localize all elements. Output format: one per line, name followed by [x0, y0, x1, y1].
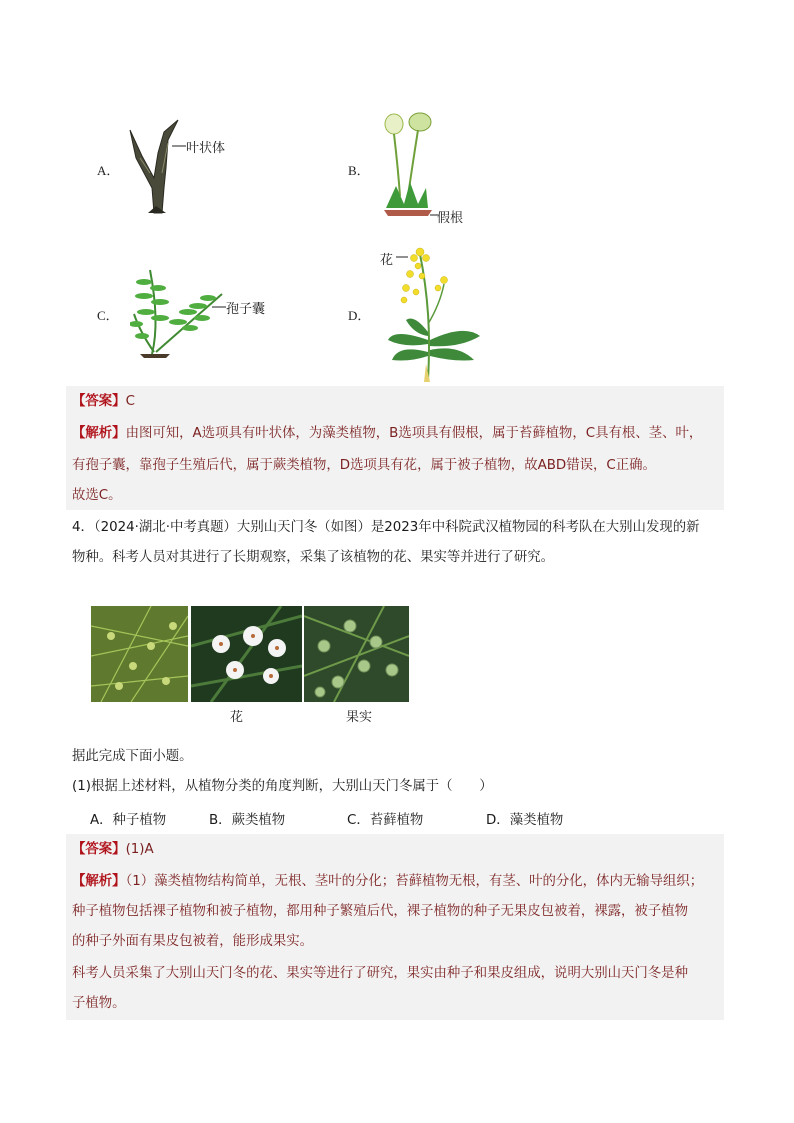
photo-label-fruit: 果实: [346, 710, 373, 725]
plant-photo-overview: [91, 606, 188, 702]
option-letter-b: B．: [348, 163, 370, 178]
q4-analysis-line-4: 科考人员采集了大别山天门冬的花、果实等进行了研究，果实由种子和果皮组成，说明大别山天门冬是种: [72, 966, 688, 981]
q4-subquestion-1: (1)根据上述材料，从植物分类的角度判断，大别山天门冬属于（ ）: [72, 779, 493, 794]
label-thallus: 叶状体: [186, 141, 226, 156]
q3-analysis-text-1: 由图可知，A选项具有叶状体，为藻类植物，B选项具有假根，属于苔藓植物，C具有根、茎、叶，: [125, 426, 703, 441]
q3-answer-line: [72, 393, 135, 411]
flowering-plant-illustration: [384, 244, 484, 382]
q4-analysis-line-3: 的种子外面有果皮包被着，能形成果实。: [72, 934, 314, 949]
label-sporangium: 孢子囊: [226, 302, 266, 317]
option-letter-a: A．: [97, 163, 120, 178]
moss-illustration: [378, 108, 438, 220]
q4-answer-value: (1)A: [125, 842, 154, 857]
q4-analysis-tag: 【解析】: [72, 874, 126, 889]
q4-stem-line-2: 物种。科考人员对其进行了长期观察，采集了该植物的花、果实等并进行了研究。: [72, 550, 555, 565]
q4-analysis-text-1: （1）藻类植物结构简单，无根、茎叶的分化；苔藓植物无根，有茎、叶的分化，体内无输导组织；: [125, 874, 704, 889]
label-flower: 花: [380, 253, 394, 268]
q3-analysis-tag: 【解析】: [72, 426, 126, 441]
q4-instruction: 据此完成下面小题。: [72, 749, 193, 764]
q4-analysis-line-2: 种子植物包括裸子植物和被子植物，都用种子繁殖后代，裸子植物的种子无果皮包被着，裸露，被子植物: [72, 904, 688, 919]
q4-answer-tag: 【答案】: [72, 842, 126, 857]
algae-illustration: [128, 118, 188, 218]
q3-analysis-line-3: 故选C。: [72, 488, 122, 503]
q3-answer-tag: 【答案】: [72, 394, 126, 409]
q4-answer-block: [66, 834, 724, 1020]
label-rhizoid: 假根: [437, 211, 464, 226]
q3-analysis-line-2: 有孢子囊，靠孢子生殖后代，属于蕨类植物，D选项具有花，属于被子植物，故ABD错误，C正确。: [72, 458, 656, 473]
photo-label-flower: 花: [230, 710, 244, 725]
option-letter-d: D．: [348, 308, 371, 323]
q3-answer-block: [66, 386, 724, 510]
option-letter-c: C．: [97, 308, 119, 323]
plant-photo-fruit: [304, 606, 409, 702]
choice-a: A．种子植物: [90, 813, 167, 828]
q3-analysis-line-1: [72, 425, 702, 443]
q4-answer-line: [72, 841, 154, 859]
choice-b: B．蕨类植物: [209, 813, 286, 828]
plant-photo-flower: [191, 606, 302, 702]
q4-analysis-line-1: [72, 873, 703, 891]
choice-d: D．藻类植物: [486, 813, 564, 828]
q4-stem-line-1: 4．（2024·湖北·中考真题）大别山天门冬（如图）是2023年中科院武汉植物园的科考队在大别山发现的新: [72, 520, 700, 535]
fern-illustration: [130, 262, 230, 358]
q3-answer-value: C: [125, 394, 135, 409]
q4-analysis-line-5: 子植物。: [72, 996, 126, 1011]
choice-c: C．苔藓植物: [347, 813, 424, 828]
